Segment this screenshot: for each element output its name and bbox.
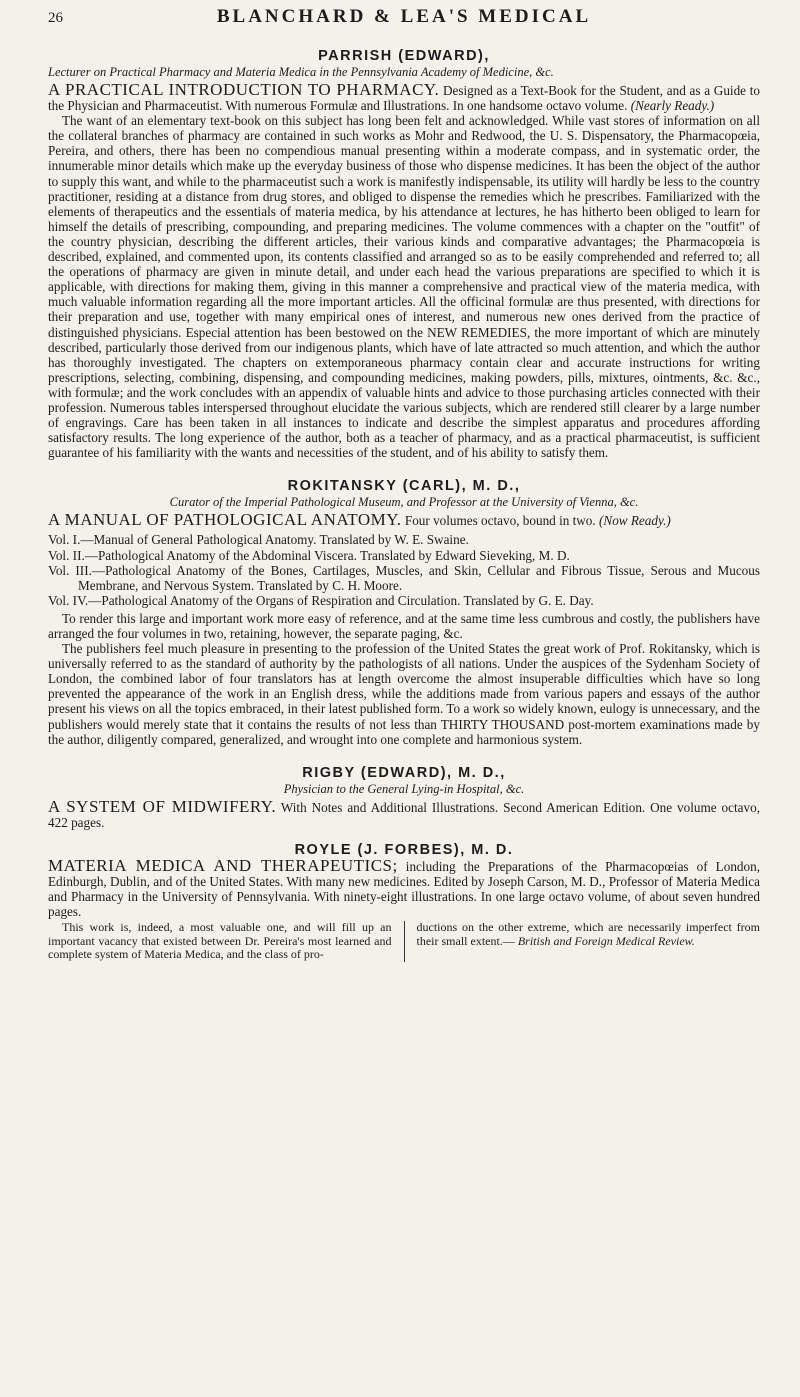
- author-description: Curator of the Imperial Pathological Museum, and Professor at the University of Vienna, &c.: [169, 495, 639, 510]
- arrangement-note: To render this large and important work more easy of reference, and at the same time less cumbrous and costly, the publishers have arranged the four volumes in two, retaining, however, the separate paging, &c.: [48, 610, 760, 641]
- column-divider: [404, 921, 405, 962]
- book-description: The publishers feel much pleasure in presenting to the profession of the United States the great work of Prof. Rokitansky, which is universally referred to as the standard of authority by the pathologists of all nations. Under the auspices of the Sydenham Society of London, the combined labor of four translators has at length overcome the almost insuperable difficulties which have so long prevented the appearance of the work in an English dress, while the additions made from various papers and essays of the author present his views on all the topics embraced, in their latest published form. To a work so widely known, eulogy is unnecessary, and the publishers would merely state that it contains the results of not less than THIRTY THOUSAND post-mortem examinations made by the author, diligently compared, generalized, and wrought into one complete and harmonious system.: [48, 641, 760, 747]
- book-title: A PRACTICAL INTRODUCTION TO PHARMACY.: [48, 80, 440, 99]
- author-name: PARRISH (EDWARD),: [318, 48, 490, 64]
- book-details: including the Preparations of the Pharmacopœias of London, Edinburgh, Dublin, and of the United States. With many new medicines. Edited by Joseph Carson, M. D., Professor of Materia Medica and Pharmacy in the University of Pennsylvania. With ninety-eight illustrations. In one large octavo volume, of about seven hundred pages.: [48, 858, 761, 920]
- book-title-paragraph: [48, 796, 760, 830]
- running-head-title: BLANCHARD & LEA'S MEDICAL: [216, 6, 592, 27]
- publication-status: (Now Ready.): [599, 513, 671, 529]
- book-title: A SYSTEM OF MIDWIFERY.: [48, 796, 277, 816]
- entry-rigby: [48, 765, 760, 830]
- volume-1: Vol. I.—Manual of General Pathological Anatomy. Translated by W. E. Swaine.: [48, 532, 469, 548]
- book-title: MATERIA MEDICA AND THERAPEUTICS;: [48, 855, 398, 875]
- review-columns: [48, 921, 760, 962]
- volume-2: Vol. II.—Pathological Anatomy of the Abdominal Viscera. Translated by Edward Sieveking, M. D.: [48, 547, 570, 563]
- author-description: Lecturer on Practical Pharmacy and Materia Medica in the Pennsylvania Academy of Medicine, &c.: [48, 65, 554, 79]
- book-details: With Notes and Additional Illustrations. Second American Edition. One volume octavo, 422 pages.: [48, 799, 760, 830]
- entry-parrish: [48, 48, 760, 460]
- review-left-column: This work is, indeed, a most valuable one, and will fill up an important vacancy that existed between Dr. Pereira's most learned and complete system of Materia Medica, and the class of pro-: [48, 920, 392, 962]
- book-title-paragraph: [48, 512, 760, 528]
- page-number: 26: [48, 10, 63, 26]
- book-description: The want of an elementary text-book on this subject has long been felt and acknowledged. While vast stores of information on all the collateral branches of pharmacy are contained in such works as Mohr and Redwood, the U. S. Dispensatory, the Pharmacopœia, Pereira, and others, there has been no compendious manual presenting within a moderate compass, and in systematic order, the innumerable minor details which make up the everyday business of those who dispense medicines. It has been the object of the author to supply this want, and while to the pharmaceutist such a work is manifestly indispensable, its utility will hardly be less to the country practitioner, residing at a distance from drug stores, and obliged to dispense the remedies which he prescribes. Familiarized with the elements of therapeutics and the essentials of materia medica, by his attendance at lectures, he has hitherto been obliged to learn for himself the details of prescribing, compounding, and preparing medicines. The volume commences with a chapter on the "outfit" of the country physician, describing the different articles, their various kinds and comparative advantages; the Pharmacopœia is described, explained, and commented upon, its contents classified and arranged so as to be easily comprehended and referred to; all the operations of pharmacy are given in minute detail, and under each head the various preparations are specified to which it is applicable, with directions for making them, giving in this manner a comprehensive and practical view of the materia medica, with much valuable information regarding all the more important articles. All the officinal formulæ are thus presented, with directions for their preparation and use, together with many empirical ones of interest, and numerous new ones derived from the practice of distinguished physicians. Especial attention has been bestowed on the NEW REMEDIES, the more important of which are minutely described, particularly those derived from our indigenous plants, which have of late attracted so much attention, and which the author has thoroughly investigated. The chapters on extemporaneous pharmacy contain clear and accurate instructions for writing prescriptions, selecting, combining, dispensing, and compounding medicines, making powders, pills, mixtures, ointments, &c. &c., with formulæ; and the work concludes with an appendix of valuable hints and advice to those purchasing articles connected with their profession. Numerous tables interspersed throughout elucidate the various subjects, which are rendered still clearer by a large number of engravings. Care has been taken in all instances to indicate and describe the simplest apparatus and procedures affording satisfactory results. The long experience of the author, both as a teacher of pharmacy, and as a practical pharmaceutist, is sufficient guarantee of his familiarity with the wants and necessities of the student, and of his ability to satisfy them.: [48, 113, 760, 461]
- review-right-column: [417, 921, 761, 962]
- volume-3: Vol. III.—Pathological Anatomy of the Bones, Cartilages, Muscles, and Skin, Cellular and Fibrous Tissue, Serous and Mucous Membrane, and Nervous System. Translated by C. H. Moore.: [48, 562, 760, 593]
- book-details: Designed as a Text-Book for the Student, and as a Guide to the Physician and Pharmaceutist. With numerous Formulæ and Illustrations. In one handsome octavo volume.: [48, 83, 761, 114]
- book-title-paragraph: [48, 82, 760, 113]
- author-name: RIGBY (EDWARD), M. D.,: [302, 764, 506, 781]
- running-head: [48, 6, 760, 44]
- author-name: ROYLE (J. FORBES), M. D.: [294, 841, 514, 858]
- author-description: Physician to the General Lying-in Hospital, &c.: [283, 781, 525, 796]
- book-details: Four volumes octavo, bound in two.: [404, 513, 596, 529]
- publication-status: (Nearly Ready.): [630, 98, 715, 114]
- book-title-paragraph: [48, 855, 761, 920]
- review-source: British and Foreign Medical Review.: [517, 933, 695, 948]
- review-quote: ductions on the other extreme, which are necessarily imperfect from their small extent.—: [416, 920, 760, 948]
- author-name: ROKITANSKY (CARL), M. D.,: [287, 478, 521, 495]
- volume-4: Vol. IV.—Pathological Anatomy of the Organs of Respiration and Circulation. Translated by G. E. Day.: [48, 592, 594, 608]
- book-title: A MANUAL OF PATHOLOGICAL ANATOMY.: [48, 510, 402, 530]
- entry-rokitansky: [48, 478, 760, 746]
- entry-royle: [48, 842, 760, 962]
